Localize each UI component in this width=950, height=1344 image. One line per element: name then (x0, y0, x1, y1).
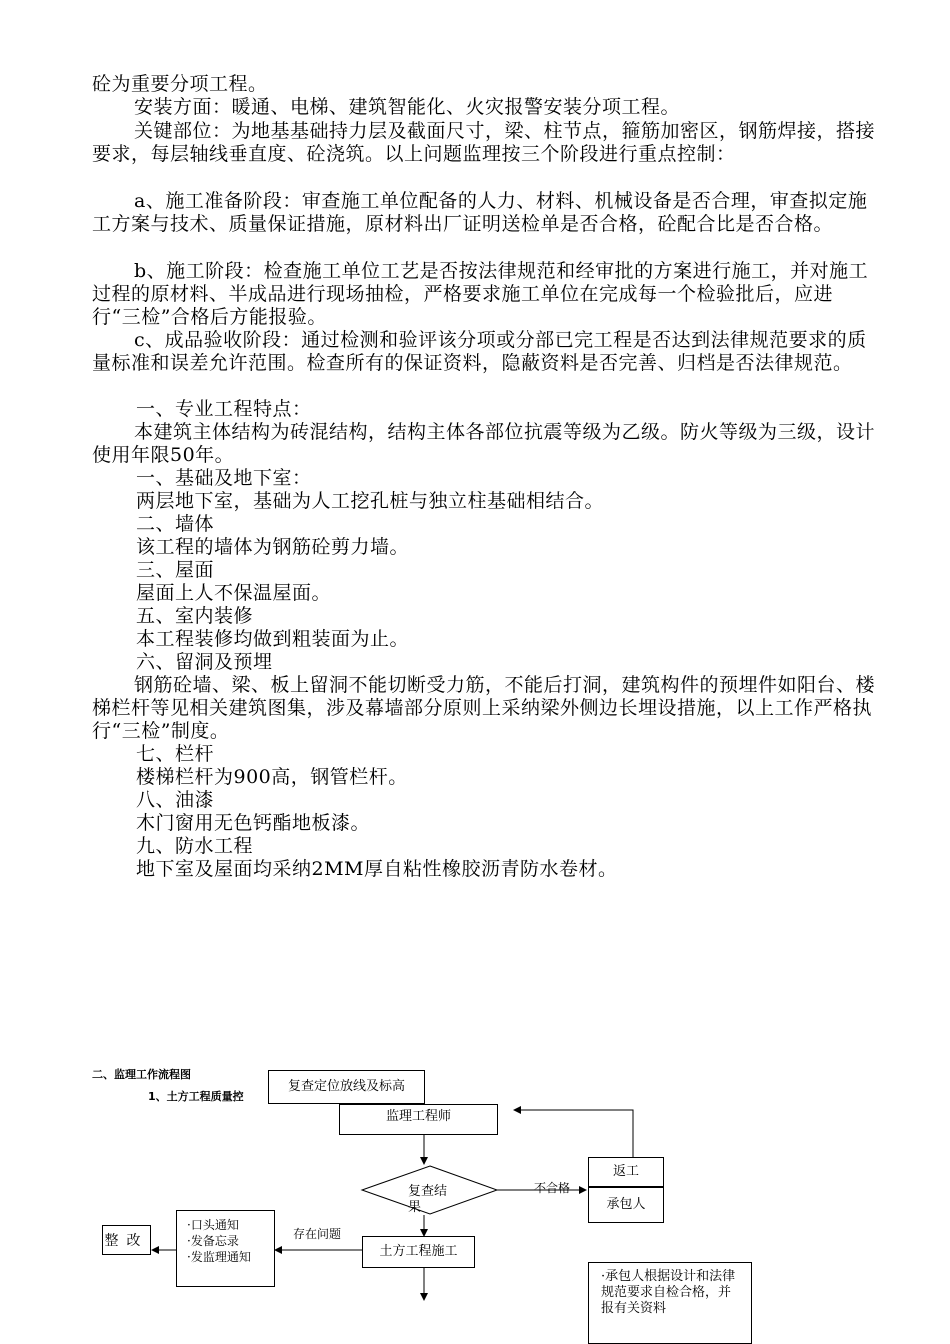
box-earthwork-construction: 土方工程施工 (362, 1236, 475, 1268)
notice-supervision: ·发监理通知 (187, 1250, 251, 1264)
heading-roof: 三、屋面 (136, 559, 215, 581)
notice-memo: ·发备忘录 (187, 1234, 239, 1248)
text-interior: 本工程装修均做到粗装面为止。 (136, 628, 410, 650)
heading-foundation: 一、基础及地下室： (136, 467, 312, 489)
box-notices (176, 1210, 275, 1287)
text-paint: 木门窗用无色钙酯地板漆。 (136, 812, 371, 834)
paragraph-installation: 安装方面：暖通、电梯、建筑智能化、火灾报警安装分项工程。 (134, 96, 681, 118)
paragraph-intro: 砼为重要分项工程。 (92, 73, 268, 95)
heading-paint: 八、油漆 (136, 789, 215, 811)
heading-engineering-features: 一、专业工程特点： (136, 398, 312, 420)
box-return: 返工 (588, 1157, 664, 1187)
heading-interior: 五、室内装修 (136, 605, 254, 627)
paragraph-stage-c: c、成品验收阶段：通过检测和验评该分项或分部已完工程是否达到法律规范要求的质量标准和误差允许范围。检查所有的保证资料，隐蔽资料是否完善、归档是否法律规范。 (92, 329, 867, 374)
flowchart-subtitle: 1、土方工程质量控 (148, 1090, 244, 1103)
box-contractor: 承包人 (588, 1187, 664, 1223)
box-rectify: 整改 (102, 1225, 151, 1255)
flowchart-section-title: 二、监理工作流程图 (92, 1068, 191, 1081)
text-railing: 楼梯栏杆为900高，钢管栏杆。 (136, 766, 408, 788)
paragraph-stage-a: a、施工准备阶段：审查施工单位配备的人力、材料、机械设备是否合理，审查拟定施工方案与技术、质量保证措施，原材料出厂证明送检单是否合格，砼配合比是否合格。 (92, 190, 868, 235)
box-recheck-setout: 复查定位放线及标高 (268, 1070, 425, 1104)
box-contractor-selfcheck: ·承包人根据设计和法律规范要求自检合格，并报有关资料 (588, 1262, 752, 1344)
label-fail: 不合格 (534, 1181, 571, 1195)
text-roof: 屋面上人不保温屋面。 (136, 582, 332, 604)
heading-wall: 二、墙体 (136, 513, 215, 535)
text-wall: 该工程的墙体为钢筋砼剪力墙。 (136, 536, 410, 558)
label-problem: 存在问题 (293, 1227, 342, 1241)
heading-waterproof: 九、防水工程 (136, 835, 254, 857)
text-foundation: 两层地下室，基础为人工挖孔桩与独立柱基础相结合。 (136, 490, 605, 512)
paragraph-stage-b: b、施工阶段：检查施工单位工艺是否按法律规范和经审批的方案进行施工，并对施工过程的原材料、半成品进行现场抽检，严格要求施工单位在完成每一个检验批后，应进行“三检”合格后方能报验。 (92, 260, 869, 328)
paragraph-structure: 本建筑主体结构为砖混结构，结构主体各部位抗震等级为乙级。防火等级为三级，设计使用年限50年。 (92, 421, 876, 466)
arrow-return-to-engineer (514, 1110, 633, 1157)
heading-openings: 六、留洞及预埋 (136, 651, 273, 673)
box-supervising-engineer: 监理工程师 (339, 1104, 498, 1135)
notice-verbal: ·口头通知 (187, 1218, 239, 1232)
paragraph-openings: 钢筋砼墙、梁、板上留洞不能切断受力筋，不能后打洞，建筑构件的预埋件如阳台、楼梯栏杆等见相关建筑图集，涉及幕墙部分原则上采纳梁外侧边长埋设措施，以上工作严格执行“三检”制度。 (92, 674, 876, 742)
paragraph-key-parts: 关键部位：为地基基础持力层及截面尺寸，梁、柱节点，箍筋加密区，钢筋焊接，搭接要求，每层轴线垂直度、砼浇筑。以上问题监理按三个阶段进行重点控制： (92, 120, 876, 165)
heading-railing: 七、栏杆 (136, 743, 215, 765)
diamond-label: 复查结果 (408, 1184, 448, 1215)
text-waterproof: 地下室及屋面均采纳2MM厚自粘性橡胶沥青防水卷材。 (136, 858, 618, 880)
